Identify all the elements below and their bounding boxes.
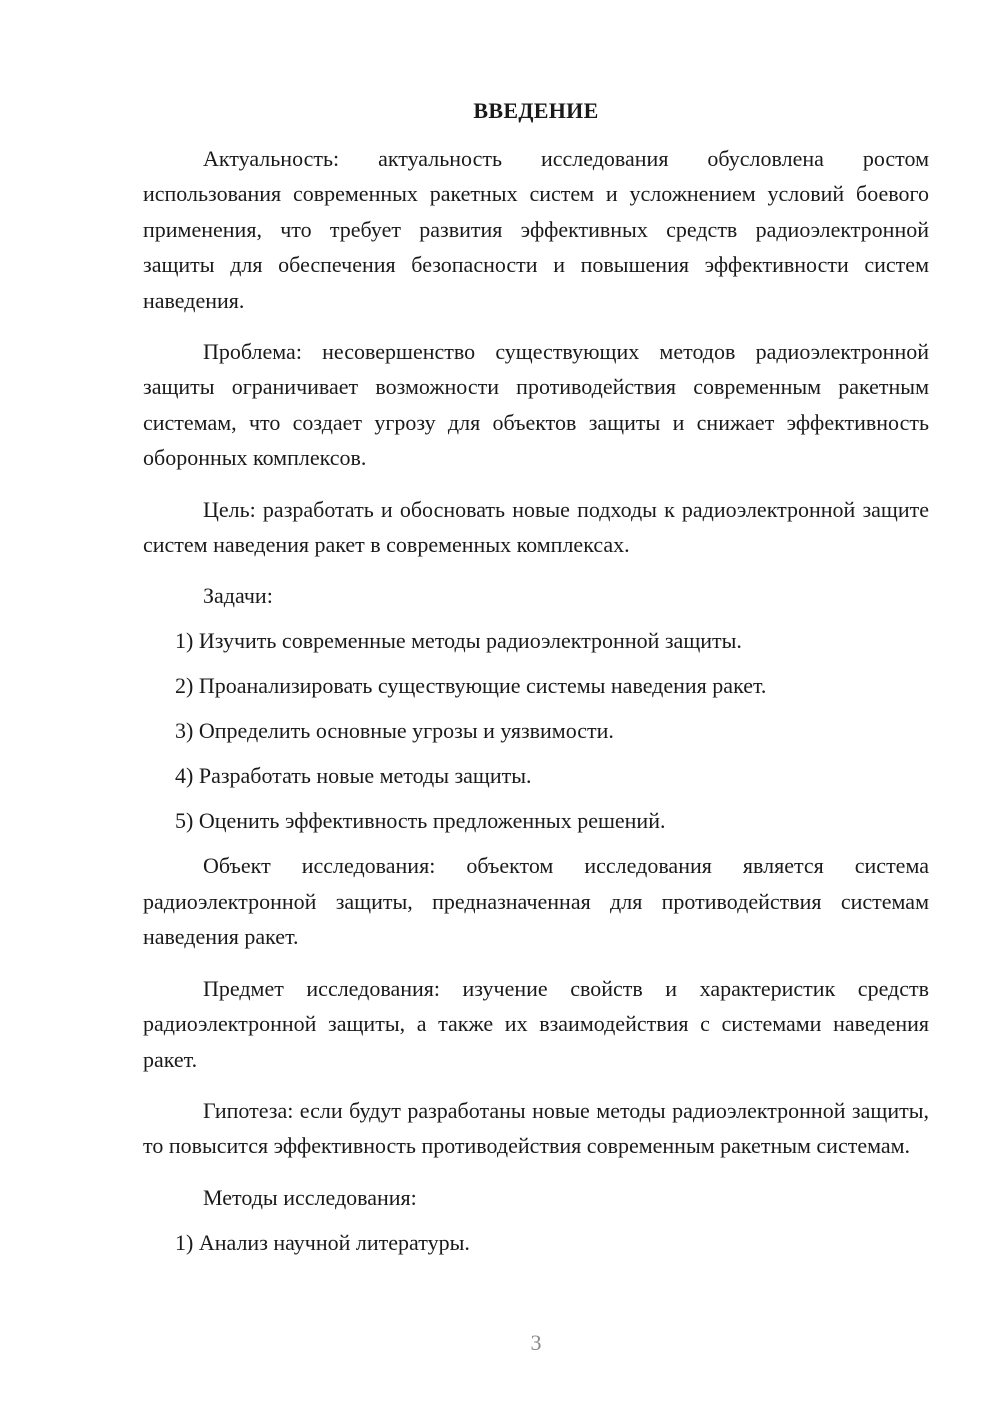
problem-paragraph: Проблема: несовершенство существующих методов радиоэлектронной защиты ограничивает возможности противодействия современным ракетным системам, что создает угрозу для объектов защиты и снижает эффективность оборонных комплексов. — [143, 339, 929, 471]
task-number: 3 ) — [175, 718, 199, 743]
task-number: 4 ) — [175, 763, 199, 788]
methods-label: Методы исследования: — [203, 1184, 417, 1210]
task-item — [143, 803, 929, 838]
relevance-paragraph: Актуальность: актуальность исследования обусловлена ростом использования современных ракетных систем и усложнением условий боевого применения, что требует развития эффективных средств радиоэлектронной защиты для обеспечения безопасности и повышения эффективности систем наведения. — [143, 146, 929, 313]
task-text: Определить основные угрозы и уязвимости. — [198, 718, 614, 744]
tasks-label: Задачи: — [203, 583, 273, 609]
task-item — [143, 668, 929, 703]
task-item — [143, 713, 929, 748]
method-text: Анализ научной литературы. — [198, 1229, 470, 1255]
task-item — [143, 758, 929, 793]
tasks-list — [143, 623, 929, 838]
task-number: 5 ) — [175, 808, 199, 833]
method-number: 1 ) — [175, 1230, 199, 1255]
task-text: Изучить современные методы радиоэлектронной защиты. — [198, 628, 742, 654]
hypothesis-paragraph: Гипотеза: если будут разработаны новые методы радиоэлектронной защиты, то повысится эффективность противодействия современным ракетным системам. — [143, 1097, 929, 1159]
task-item — [143, 623, 929, 658]
task-text: Разработать новые методы защиты. — [198, 763, 532, 789]
task-number: 1 ) — [175, 628, 199, 653]
task-text: Оценить эффективность предложенных решений. — [198, 808, 666, 834]
section-title: ВВЕДЕНИЕ — [473, 98, 599, 123]
page-number: 3 — [530, 1330, 542, 1355]
subject-paragraph: Предмет исследования: изучение свойств и характеристик средств радиоэлектронной защиты, а также их взаимодействия с системами наведения ракет. — [143, 975, 929, 1072]
goal-paragraph: Цель: разработать и обосновать новые подходы к радиоэлектронной защите систем наведения ракет в современных комплексах. — [143, 496, 929, 558]
methods-list — [143, 1225, 929, 1260]
task-text: Проанализировать существующие системы наведения ракет. — [198, 673, 767, 699]
object-paragraph: Объект исследования: объектом исследования является система радиоэлектронной защиты, предназначенная для противодействия системам наведения ракет. — [143, 853, 929, 950]
task-number: 2 ) — [175, 673, 199, 698]
page-content — [143, 94, 929, 1270]
method-item — [143, 1225, 929, 1260]
